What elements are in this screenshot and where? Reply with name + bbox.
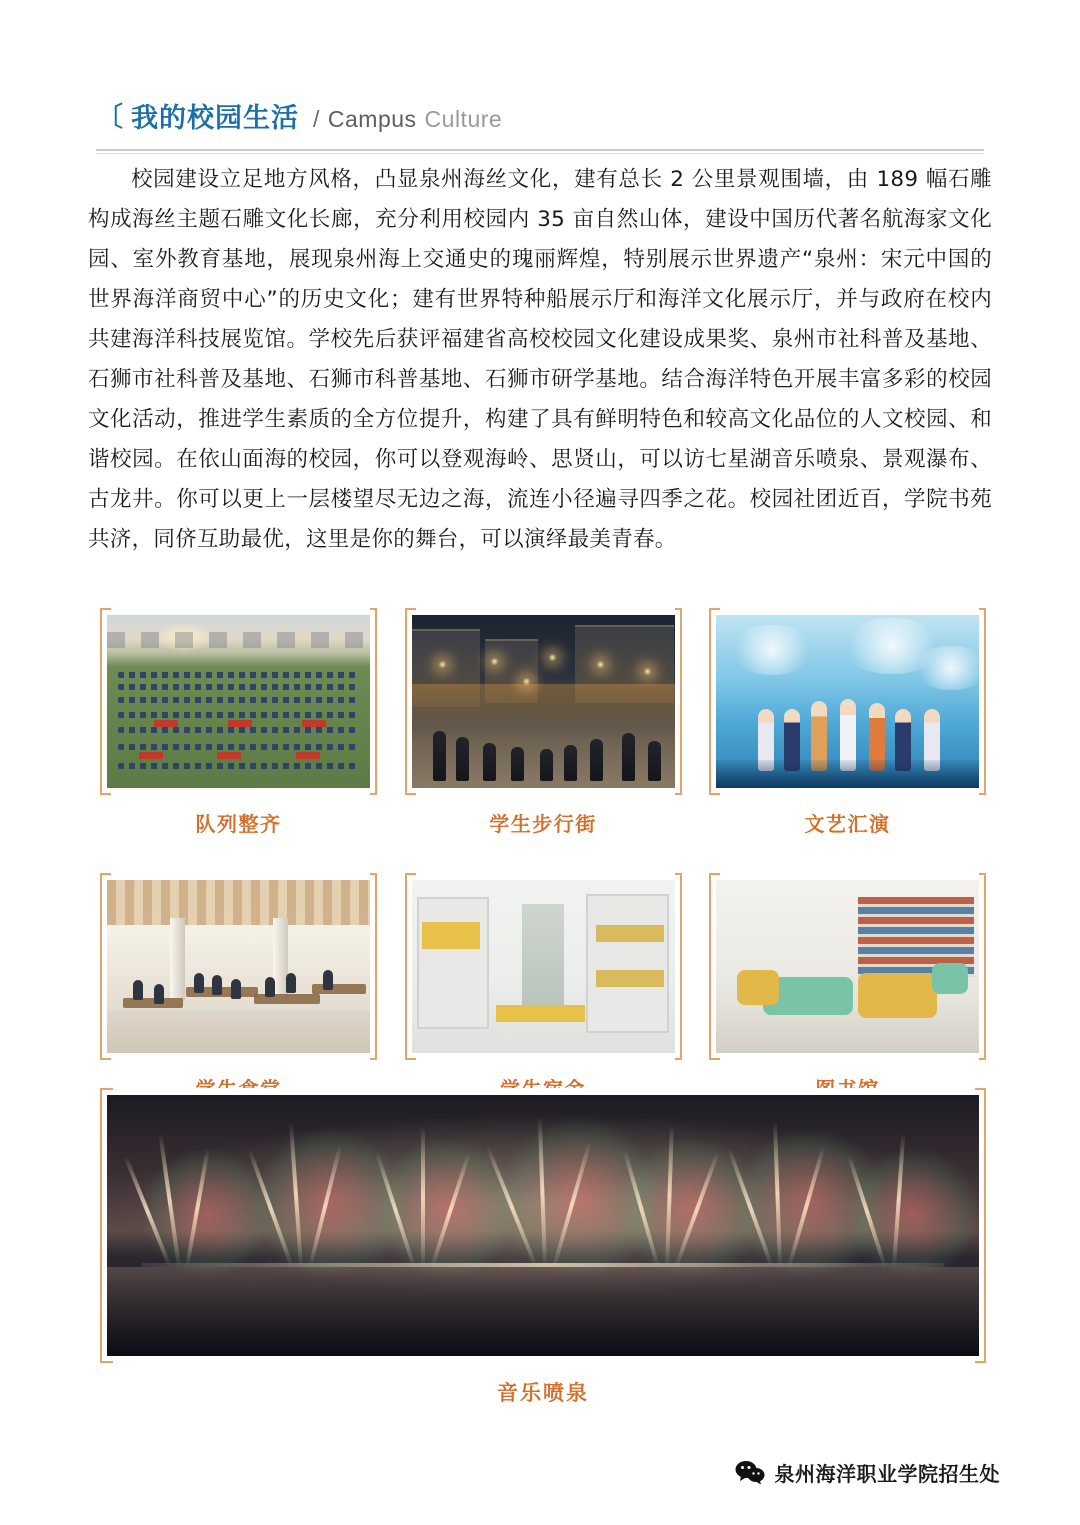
photo-frame	[100, 608, 377, 795]
body-paragraph: 校园建设立足地方风格，凸显泉州海丝文化，建有总长 2 公里景观围墙，由 189 幅石雕构成海丝主题石雕文化长廊，充分利用校园内 35 亩自然山体，建设中国历代著名航海家文化园、室外教育基地，展现泉州海上交通史的瑰丽辉煌，特别展示世界遗产“泉州：宋元中国的世界海洋商贸中心”的历史文化；建有世界特种船展示厅和海洋文化展示厅，并与政府在校内共建海洋科技展览馆。学校先后获评福建省高校校园文化建设成果奖、泉州市社科普及基地、石狮市社科普及基地、石狮市科普基地、石狮市研学基地。结合海洋特色开展丰富多彩的校园文化活动，推进学生素质的全方位提升，构建了具有鲜明特色和较高文化品位的人文校园、和谐校园。在依山面海的校园，你可以登观海岭、思贤山，可以访七星湖音乐喷泉、景观瀑布、古龙井。你可以更上一层楼望尽无边之海，流连小径遍寻四季之花。校园社团近百，学院书苑共济，同侪互助最优，这里是你的舞台，可以演绎最美青春。	[88, 167, 992, 552]
musical-fountain-photo	[107, 1095, 979, 1356]
photo-cell-library	[709, 873, 986, 1102]
library-photo	[716, 880, 979, 1053]
military-formation-photo	[107, 615, 370, 788]
photo-row-1	[100, 608, 986, 837]
student-canteen-photo	[107, 880, 370, 1053]
footer	[735, 1458, 1001, 1487]
photo-frame-wide	[100, 1088, 986, 1363]
photo-frame	[405, 608, 682, 795]
photo-frame	[100, 873, 377, 1060]
photo-cell-military-formation	[100, 608, 377, 837]
photo-row-2	[100, 873, 986, 1102]
section-title-row	[96, 96, 984, 149]
photo-cell-pedestrian-street	[405, 608, 682, 837]
photo-caption: 文艺汇演	[804, 812, 891, 836]
page-title: 我的校园生活	[131, 103, 299, 134]
footer-label: 泉州海洋职业学院招生处	[774, 1462, 1000, 1486]
photo-cell-dormitory	[405, 873, 682, 1102]
bracket-icon: 〔	[96, 102, 123, 132]
photo-frame	[709, 873, 986, 1060]
student-pedestrian-street-photo	[412, 615, 675, 788]
header-divider	[96, 149, 984, 151]
photo-grid	[100, 608, 986, 1102]
photo-cell-musical-fountain	[100, 1088, 986, 1407]
photo-caption: 音乐喷泉	[497, 1381, 589, 1405]
photo-frame	[405, 873, 682, 1060]
art-performance-photo	[716, 615, 979, 788]
photo-caption: 学生步行街	[489, 812, 597, 836]
photo-cell-art-performance	[709, 608, 986, 837]
photo-caption: 队列整齐	[195, 812, 282, 836]
student-dormitory-photo	[412, 880, 675, 1053]
header-divider-thin	[96, 153, 984, 154]
photo-cell-canteen	[100, 873, 377, 1102]
section-header	[96, 96, 984, 154]
photo-frame	[709, 608, 986, 795]
title-slash: /	[313, 106, 320, 132]
wechat-icon	[735, 1460, 765, 1485]
page-title-en-primary: Campus	[327, 106, 417, 132]
page-title-en-secondary: Culture	[424, 106, 503, 132]
